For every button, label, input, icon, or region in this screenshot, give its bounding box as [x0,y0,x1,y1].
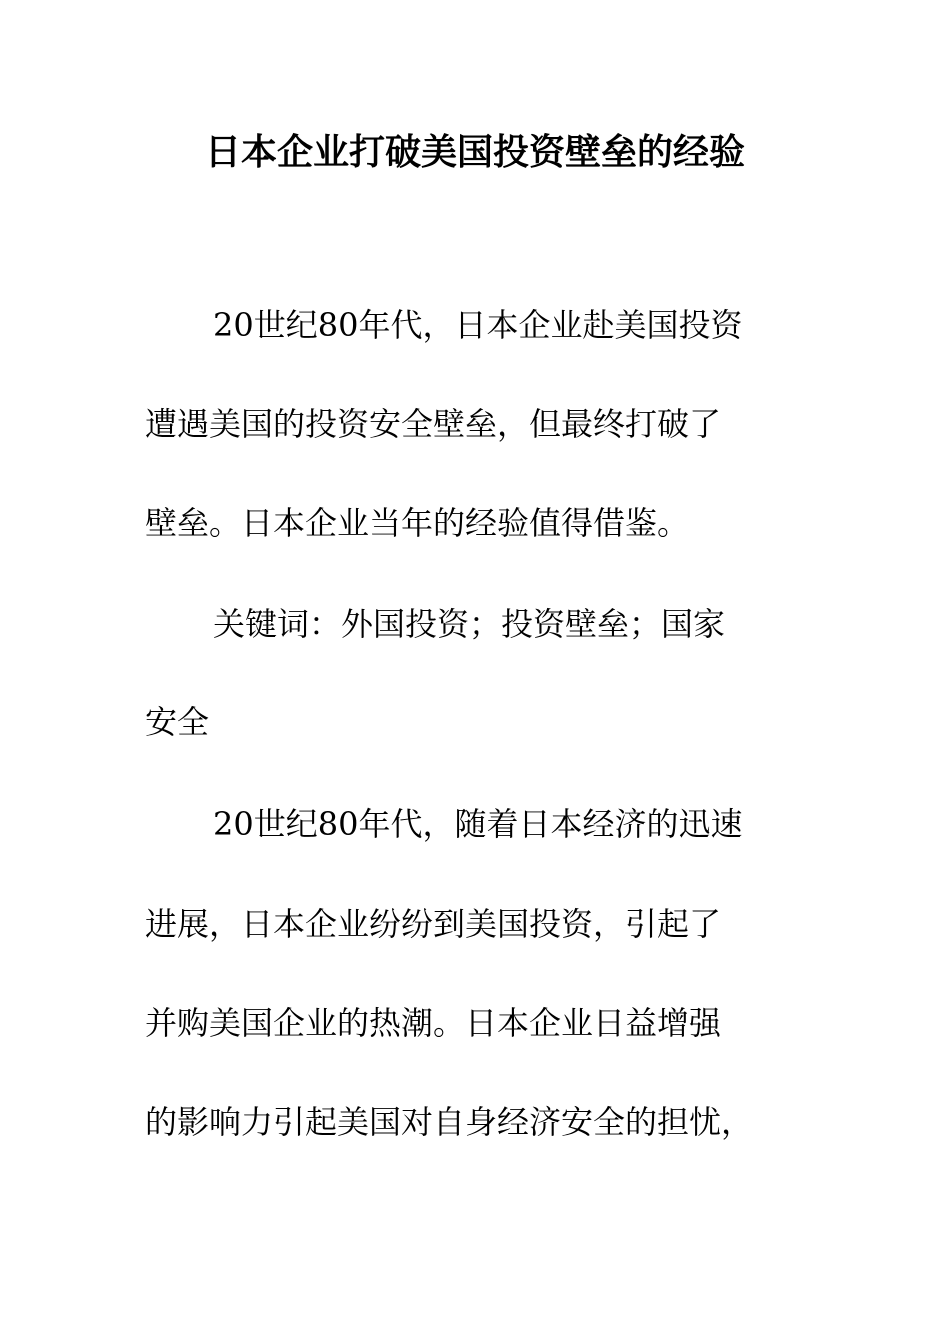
keywords-line-2: 安全 [145,703,210,741]
document-title: 日本企业打破美国投资壁垒的经验 [204,132,745,173]
abstract-line-3: 壁垒。日本企业当年的经验值得借鉴。 [145,504,690,542]
body-line-1: 20世纪80年代，随着日本经济的迅速 [213,805,743,843]
body-line-4: 的影响力引起美国对自身经济安全的担忧， [145,1103,754,1141]
abstract-line-2: 遭遇美国的投资安全壁垒，但最终打破了 [145,405,722,443]
keywords-line-1: 关键词：外国投资；投资壁垒；国家 [213,605,726,643]
body-line-2: 进展，日本企业纷纷到美国投资，引起了 [145,905,722,943]
body-line-3: 并购美国企业的热潮。日本企业日益增强 [145,1004,722,1042]
abstract-line-1: 20世纪80年代，日本企业赴美国投资 [213,306,743,344]
